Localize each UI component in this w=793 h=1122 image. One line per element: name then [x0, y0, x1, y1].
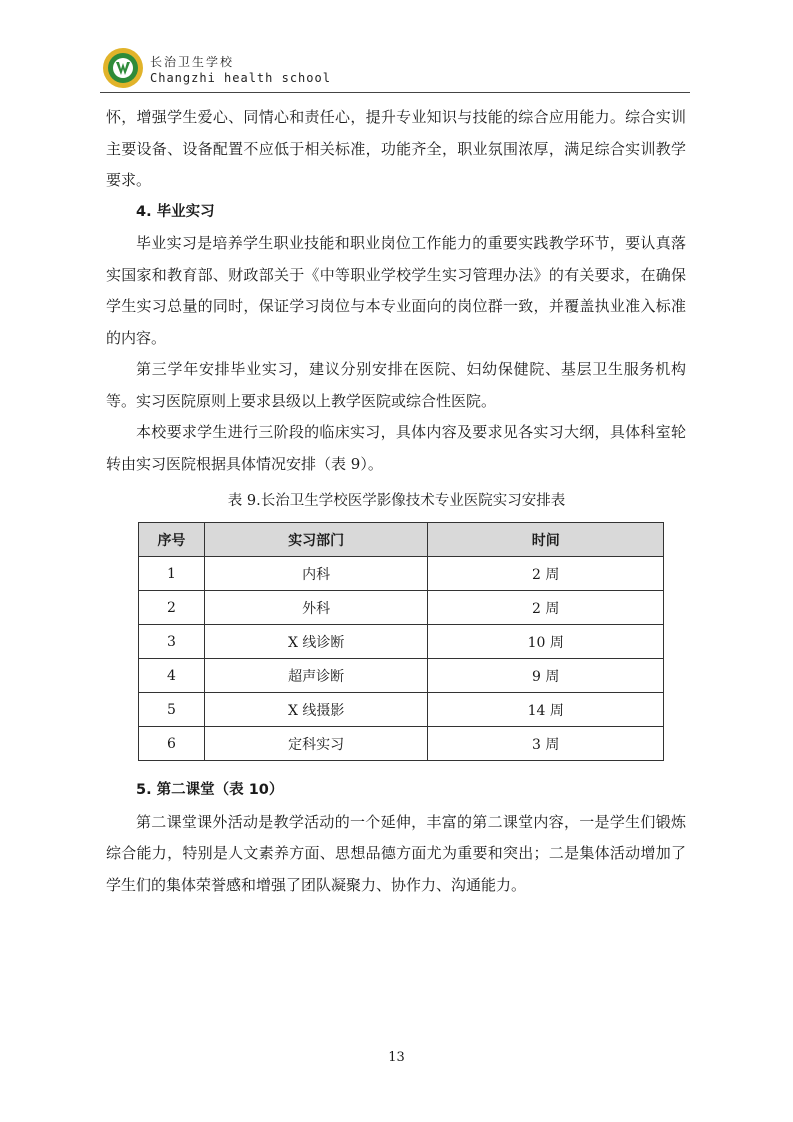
header-divider [100, 92, 690, 93]
heading-second-classroom: 5. 第二课堂（表 10） [136, 782, 284, 798]
cell-index: 3 [139, 625, 205, 659]
cell-index: 1 [139, 557, 205, 591]
cell-department: 定科实习 [204, 727, 428, 761]
cell-duration: 2 周 [428, 557, 664, 591]
header-cell-department: 实习部门 [204, 523, 428, 557]
cell-index: 2 [139, 591, 205, 625]
paragraph-internship-intro: 毕业实习是培养学生职业技能和职业岗位工作能力的重要实践教学环节，要认真落实国家和教育部、财政部关于《中等职业学校学生实习管理办法》的有关要求，在确保学生实习总量的同时，保证学习岗位与本专业面向的岗位群一致，并覆盖执业准入标准的内容。 [106, 234, 686, 347]
cell-department: X 线诊断 [204, 625, 428, 659]
table-row [139, 625, 664, 659]
page-number: 13 [388, 1050, 405, 1065]
body-section-top [106, 102, 686, 480]
page-header [100, 44, 690, 94]
cell-department: 内科 [204, 557, 428, 591]
cell-duration: 10 周 [428, 625, 664, 659]
table-row [139, 693, 664, 727]
school-name-en: Changzhi health school [150, 71, 331, 85]
table-header-row [139, 523, 664, 557]
cell-duration: 2 周 [428, 591, 664, 625]
paragraph-training-continued: 怀，增强学生爱心、同情心和责任心，提升专业知识与技能的综合应用能力。综合实训主要设备、设备配置不应低于相关标准，功能齐全，职业氛围浓厚，满足综合实训教学要求。 [106, 108, 686, 189]
cell-index: 5 [139, 693, 205, 727]
internship-table [138, 522, 664, 761]
paragraph-internship-schedule: 第三学年安排毕业实习，建议分别安排在医院、妇幼保健院、基层卫生服务机构等。实习医院原则上要求县级以上教学医院或综合性医院。 [106, 360, 686, 410]
school-name-cn: 长治卫生学校 [150, 55, 235, 69]
table-row [139, 557, 664, 591]
table-caption: 表 9.长治卫生学校医学影像技术专业医院实习安排表 [227, 493, 566, 509]
cell-index: 4 [139, 659, 205, 693]
table-row [139, 659, 664, 693]
cell-duration: 14 周 [428, 693, 664, 727]
cell-department: 外科 [204, 591, 428, 625]
cell-duration: 3 周 [428, 727, 664, 761]
table-row [139, 591, 664, 625]
heading-graduation-internship: 4. 毕业实习 [136, 203, 215, 220]
body-section-bottom [106, 775, 686, 901]
table-row [139, 727, 664, 761]
header-cell-duration: 时间 [428, 523, 664, 557]
school-logo-icon [102, 47, 144, 89]
cell-index: 6 [139, 727, 205, 761]
cell-department: 超声诊断 [204, 659, 428, 693]
cell-department: X 线摄影 [204, 693, 428, 727]
paragraph-clinical-stages: 本校要求学生进行三阶段的临床实习，具体内容及要求见各实习大纲，具体科室轮转由实习医院根据具体情况安排（表 9）。 [106, 423, 686, 473]
cell-duration: 9 周 [428, 659, 664, 693]
paragraph-second-classroom: 第二课堂课外活动是教学活动的一个延伸，丰富的第二课堂内容，一是学生们锻炼综合能力，特别是人文素养方面、思想品德方面尤为重要和突出；二是集体活动增加了学生们的集体荣誉感和增强了团队凝聚力、协作力、沟通能力。 [106, 812, 686, 894]
header-cell-index: 序号 [139, 523, 205, 557]
